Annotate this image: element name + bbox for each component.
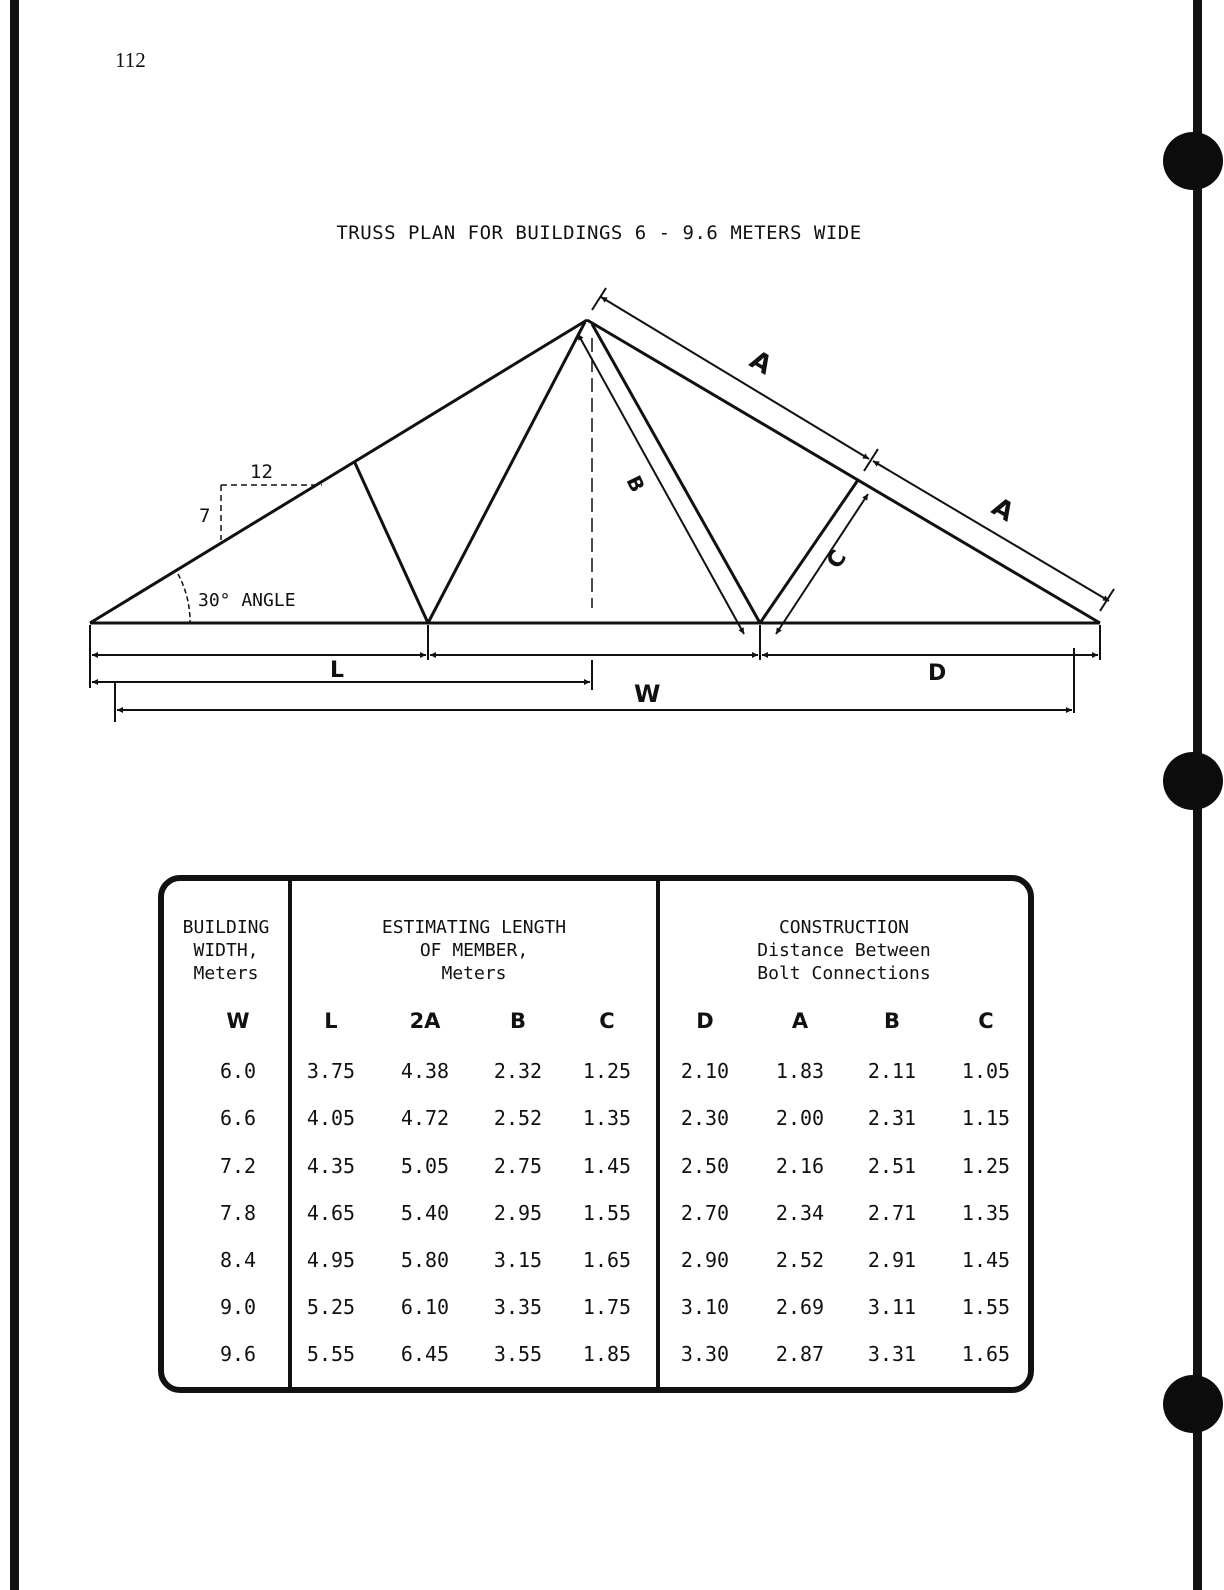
table-cell: 7.2 [219, 1154, 257, 1178]
table-cell: 8.4 [219, 1248, 257, 1272]
table-cell: 1.65 [582, 1248, 632, 1272]
table-cell: 2.69 [775, 1295, 825, 1319]
dimension-a [592, 288, 1114, 611]
table-cell: 1.25 [582, 1059, 632, 1083]
truss-dimension-table [158, 875, 1034, 1393]
header-building-width: BUILDING WIDTH, Meters [182, 917, 270, 984]
table-cell: 2.95 [493, 1201, 543, 1225]
table-cell: 4.35 [306, 1154, 356, 1178]
table-cell: 2.91 [867, 1248, 917, 1272]
table-cell: 1.85 [582, 1342, 632, 1366]
dim-label-c: C [822, 545, 853, 574]
table-cell: 4.05 [306, 1106, 356, 1130]
table-cell: 4.38 [400, 1059, 450, 1083]
table-cell: 2.11 [867, 1059, 917, 1083]
table-cell: 4.72 [400, 1106, 450, 1130]
table-cell: 2.16 [775, 1154, 825, 1178]
dimension-c [776, 494, 868, 634]
table-cell: 1.55 [582, 1201, 632, 1225]
table-cell: 2.90 [680, 1248, 730, 1272]
table-cell: 5.55 [306, 1342, 356, 1366]
column-header-d: D [696, 1009, 714, 1033]
table-cell: 9.6 [219, 1342, 257, 1366]
table-cell: 2.71 [867, 1201, 917, 1225]
table-cell: 1.55 [961, 1295, 1011, 1319]
table-cell: 5.25 [306, 1295, 356, 1319]
dim-label-b: B [621, 471, 650, 496]
column-header-c: C [599, 1009, 615, 1033]
page-number: 112 [115, 48, 146, 72]
table-cell: 2.31 [867, 1106, 917, 1130]
table-cell: 3.11 [867, 1295, 917, 1319]
column-header-2a: 2A [409, 1009, 441, 1033]
table-cell: 5.80 [400, 1248, 450, 1272]
table-cell: 1.45 [961, 1248, 1011, 1272]
table-cell: 2.52 [493, 1106, 543, 1130]
table-cell: 2.00 [775, 1106, 825, 1130]
table-cell: 5.40 [400, 1201, 450, 1225]
table-cell: 3.35 [493, 1295, 543, 1319]
web-member-b [592, 324, 760, 623]
table-cell: 2.50 [680, 1154, 730, 1178]
table-cell: 1.25 [961, 1154, 1011, 1178]
column-header-w: W [226, 1009, 250, 1033]
table-cell: 2.87 [775, 1342, 825, 1366]
column-header-b2: B [883, 1009, 900, 1033]
angle-label: 30° ANGLE [198, 590, 296, 611]
header-estimating-length: ESTIMATING LENGTH OF MEMBER, Meters [381, 917, 567, 984]
table-cell: 2.30 [680, 1106, 730, 1130]
truss-diagram [0, 0, 1224, 760]
table-cell: 3.10 [680, 1295, 730, 1319]
dimension-lines-horizontal [90, 625, 1100, 722]
table-cell: 1.83 [775, 1059, 825, 1083]
header-construction-distance: CONSTRUCTION Distance Between Bolt Connections [757, 917, 931, 984]
dim-label-a-lower: A [986, 492, 1019, 529]
punch-hole-bottom [1163, 1375, 1223, 1433]
table-cell: 4.65 [306, 1201, 356, 1225]
column-header-l: L [324, 1009, 338, 1033]
dim-label-l: L [330, 658, 345, 683]
page-title: TRUSS PLAN FOR BUILDINGS 6 - 9.6 METERS WIDE [336, 222, 862, 244]
table-cell: 3.55 [493, 1342, 543, 1366]
table-cell: 2.34 [775, 1201, 825, 1225]
table-cell: 1.35 [582, 1106, 632, 1130]
column-header-c2: C [978, 1009, 994, 1033]
dimension-b [578, 334, 744, 634]
table-cell: 2.70 [680, 1201, 730, 1225]
table-cell: 3.31 [867, 1342, 917, 1366]
table-cell: 9.0 [219, 1295, 257, 1319]
table-cell: 1.75 [582, 1295, 632, 1319]
table-cell: 2.75 [493, 1154, 543, 1178]
table-cell: 1.15 [961, 1106, 1011, 1130]
table-cell: 6.6 [219, 1106, 257, 1130]
table-cell: 2.52 [775, 1248, 825, 1272]
table-cell: 6.0 [219, 1059, 257, 1083]
top-chord-left [90, 320, 587, 623]
table-cell: 3.30 [680, 1342, 730, 1366]
table-cell: 3.75 [306, 1059, 356, 1083]
angle-arc [178, 574, 190, 623]
table-cell: 2.51 [867, 1154, 917, 1178]
table-cell: 1.65 [961, 1342, 1011, 1366]
slope-run-label: 12 [250, 461, 273, 483]
top-chord-right [587, 320, 1100, 623]
table-cell: 7.8 [219, 1201, 257, 1225]
dim-label-a-upper: A [744, 345, 777, 382]
web-member-left-outer [355, 463, 428, 623]
table-cell: 3.15 [493, 1248, 543, 1272]
table-cell: 6.10 [400, 1295, 450, 1319]
web-member-left-inner [428, 322, 585, 623]
table-cell: 1.05 [961, 1059, 1011, 1083]
column-header-b: B [509, 1009, 526, 1033]
dim-label-w: W [634, 680, 661, 708]
slope-rise-label: 7 [199, 505, 211, 527]
punch-hole-middle [1163, 752, 1223, 810]
table-cell: 6.45 [400, 1342, 450, 1366]
table-cell: 4.95 [306, 1248, 356, 1272]
dim-label-d: D [928, 661, 947, 686]
table-cell: 1.45 [582, 1154, 632, 1178]
table-cell: 2.32 [493, 1059, 543, 1083]
column-header-a: A [791, 1009, 809, 1033]
web-member-c [760, 480, 858, 623]
table-cell: 5.05 [400, 1154, 450, 1178]
table-cell: 2.10 [680, 1059, 730, 1083]
table-cell: 1.35 [961, 1201, 1011, 1225]
